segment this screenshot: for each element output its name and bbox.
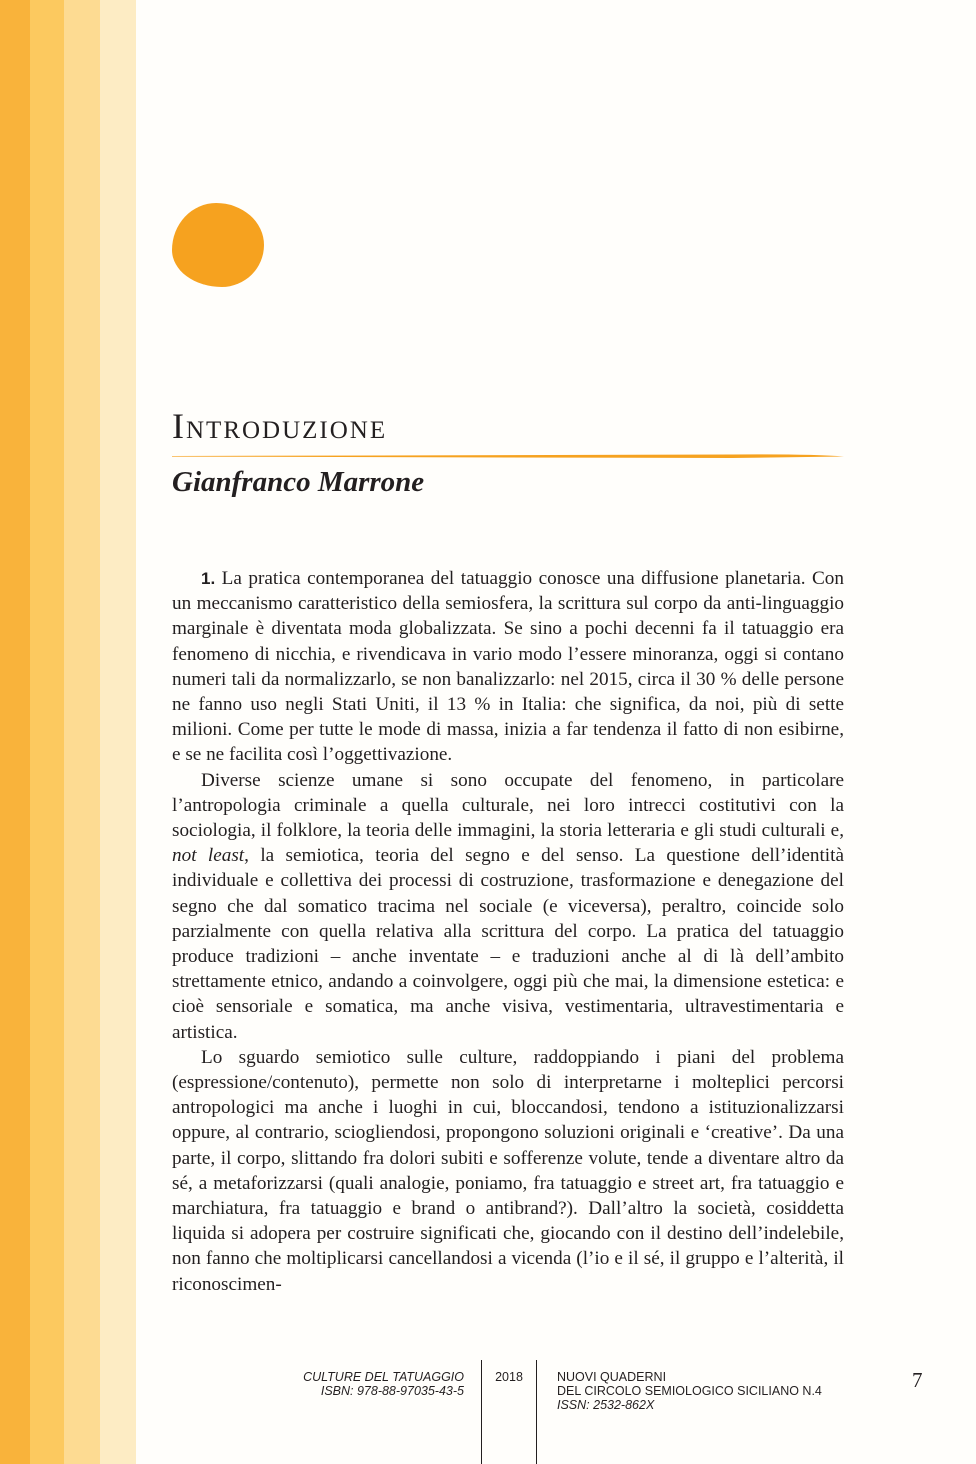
paragraph-2-italic: not least: [172, 845, 245, 867]
page-number: 7: [912, 1368, 923, 1392]
paragraph-3-text: Lo sguardo semiotico sulle culture, raddoppiando i piani del problema (espressione/contenuto), permette non solo di interpretarne i molteplici percorsi antropologici ma anche i luoghi in cui, bloccandosi, tendono a istituzionalizzarsi oppure, al contrario, sciogliendosi, propongono soluzioni originali e ‘creative’. Da una parte, il corpo, slittando fra dolori subiti e sofferenze volute, tende a diventare altro da sé, a metaforizzarsi (quali analogie, poniamo, fra tatuaggio e street art, fra tatuaggio e marchiatura, fra tatuaggio e brand o antibrand?). Dall’altro la società, cosiddetta liquida si adopera per costruire significati che, giocando con il destino dell’indelebile, non fanno che moltiplicarsi cancellandosi a vicenda (l’io e il sé, il gruppo e l’alterità, il riconoscimen-: [172, 1046, 844, 1295]
paragraph-1-text: La pratica contemporanea del tatuaggio conosce una diffusione planetaria. Con un meccanismo caratteristico della semiosfera, la scrittura sul corpo da anti-linguaggio marginale è diventata moda globalizzata. Se sino a pochi decenni fa il tatuaggio era fenomeno di nicchia, e rivendicava in vario modo l’essere minoranza, oggi si contano numeri tali da normalizzarlo, se non banalizzarlo: nel 2015, circa il 30 % delle persone ne fanno uso negli Stati Uniti, il 13 % in Italia: che significa, da noi, più di sette milioni. Come per tutte le mode di massa, inizia a far tendenza il fatto di non esibirne, e se ne facilita così l’oggettivazione.: [172, 568, 844, 766]
footer-book-isbn: ISBN: 978-88-97035-43-5: [320, 1384, 464, 1398]
footer-journal-line1: NUOVI QUADERNI: [557, 1370, 667, 1384]
footer-year: 2018: [495, 1370, 523, 1384]
title-underline: [172, 453, 844, 459]
stripe-3: [64, 0, 100, 1464]
paragraph-1: [172, 566, 844, 768]
chapter-author: Gianfranco Marrone: [172, 466, 425, 498]
paragraph-2-text-a: Diverse scienze umane si sono occupate del fenomeno, in particolare l’antropologia criminale a quella culturale, nei loro intrecci costitutivi con la sociologia, il folklore, la teoria delle immagini, la storia letteraria e gli studi culturali e,: [172, 769, 844, 842]
orange-blob-ornament: [172, 203, 264, 287]
stripe-1: [0, 0, 30, 1464]
chapter-title: Introduzione: [172, 406, 388, 446]
paragraph-2-text-b: , la semiotica, teoria del segno e del senso. La questione dell’identità individuale e collettiva dei processi di costruzione, trasformazione e denegazione del segno che dal somatico tracima nel sociale (e viceversa), peraltro, coincide solo parzialmente con quella relativa alla scrittura del corpo. La pratica del tatuaggio produce tradizioni – anche inventate – e traduzioni anche al di là dell’ambito strettamente etnico, andando a coinvolgere, oggi più che mai, la dimensione estetica: e cioè sensoriale e somatica, ma anche visiva, vestimentaria, ultravestimentaria e artistica.: [172, 845, 844, 1043]
section-number: 1.: [201, 569, 216, 588]
footer-book-info: [303, 1370, 464, 1398]
stripe-4: [100, 0, 136, 1464]
footer-book-title: CULTURE DEL TATUAGGIO: [303, 1370, 464, 1384]
paragraph-2: [172, 768, 844, 1045]
footer-journal-line2: DEL CIRCOLO SEMIOLOGICO SICILIANO N.4: [557, 1384, 822, 1398]
footer-journal-issn: ISSN: 2532-862X: [557, 1398, 655, 1412]
paragraph-3: [172, 1045, 844, 1297]
stripe-2: [30, 0, 64, 1464]
footer-journal-info: [557, 1370, 822, 1412]
chapter-body: [172, 566, 844, 1297]
footer-divider-2: [536, 1360, 537, 1464]
page-footer: [0, 1358, 976, 1464]
decorative-stripes: [0, 0, 136, 1464]
